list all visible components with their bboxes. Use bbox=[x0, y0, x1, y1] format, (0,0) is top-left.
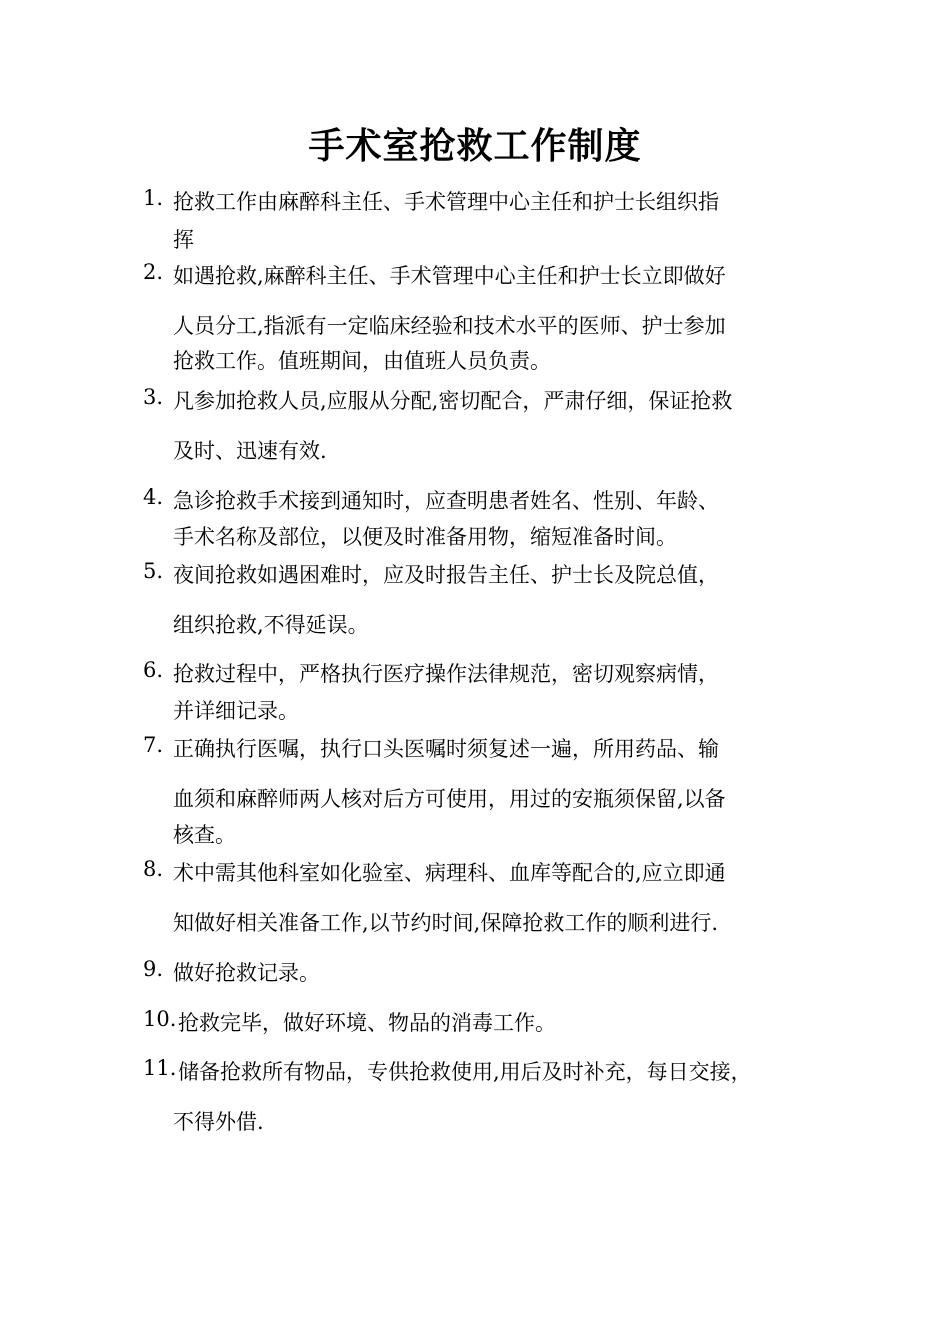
item-text-line: 夜间抢救如遇困难时，应及时报告主任、护士长及院总值， bbox=[173, 563, 719, 587]
item-text-line: 急诊抢救手术接到通知时，应查明患者姓名、性别、年龄、 bbox=[173, 489, 719, 513]
item-text-line: 不得外借. bbox=[173, 1110, 264, 1134]
item-number: 11. bbox=[143, 1056, 177, 1080]
item-text-line: 核查。 bbox=[173, 823, 236, 847]
item-text-line: 储备抢救所有物品，专供抢救使用,用后及时补充，每日交接， bbox=[178, 1060, 752, 1084]
item-text-line: 凡参加抢救人员,应服从分配,密切配合，严肃仔细，保证抢救 bbox=[173, 389, 733, 413]
item-text-line: 及时、迅速有效. bbox=[173, 439, 327, 463]
item-number: 10. bbox=[143, 1007, 177, 1031]
item-text-line: 挥 bbox=[173, 228, 194, 252]
item-number: 3. bbox=[143, 385, 164, 409]
item-number: 1. bbox=[143, 186, 164, 210]
item-text-line: 做好抢救记录。 bbox=[173, 961, 320, 985]
item-number: 4. bbox=[143, 485, 164, 509]
item-text-line: 术中需其他科室如化验室、病理科、血库等配合的,应立即通 bbox=[173, 861, 726, 885]
page-title: 手术室抢救工作制度 bbox=[308, 126, 642, 167]
item-text-line: 组织抢救,不得延误。 bbox=[173, 613, 369, 637]
item-text-line: 人员分工,指派有一定临床经验和技术水平的医师、护士参加 bbox=[173, 314, 726, 338]
item-number: 5. bbox=[143, 559, 164, 583]
item-text-line: 抢救工作由麻醉科主任、手术管理中心主任和护士长组织指 bbox=[173, 190, 719, 214]
item-text-line: 知做好相关准备工作,以节约时间,保障抢救工作的顺利进行. bbox=[173, 911, 719, 935]
item-text-line: 抢救过程中，严格执行医疗操作法律规范，密切观察病情， bbox=[173, 662, 719, 686]
item-number: 7. bbox=[143, 733, 164, 757]
item-text-line: 抢救工作。值班期间，由值班人员负责。 bbox=[173, 349, 551, 373]
item-text-line: 抢救完毕，做好环境、物品的消毒工作。 bbox=[178, 1011, 556, 1035]
item-text-line: 并详细记录。 bbox=[173, 699, 299, 723]
item-number: 8. bbox=[143, 857, 164, 881]
item-text-line: 血须和麻醉师两人核对后方可使用，用过的安瓶须保留,以备 bbox=[173, 787, 726, 811]
item-text-line: 正确执行医嘱，执行口头医嘱时须复述一遍，所用药品、输 bbox=[173, 737, 719, 761]
item-number: 6. bbox=[143, 658, 164, 682]
item-number: 9. bbox=[143, 957, 164, 981]
item-text-line: 如遇抢救,麻醉科主任、手术管理中心主任和护士长立即做好 bbox=[173, 264, 726, 288]
item-text-line: 手术名称及部位，以便及时准备用物，缩短准备时间。 bbox=[173, 525, 677, 549]
item-number: 2. bbox=[143, 260, 164, 284]
